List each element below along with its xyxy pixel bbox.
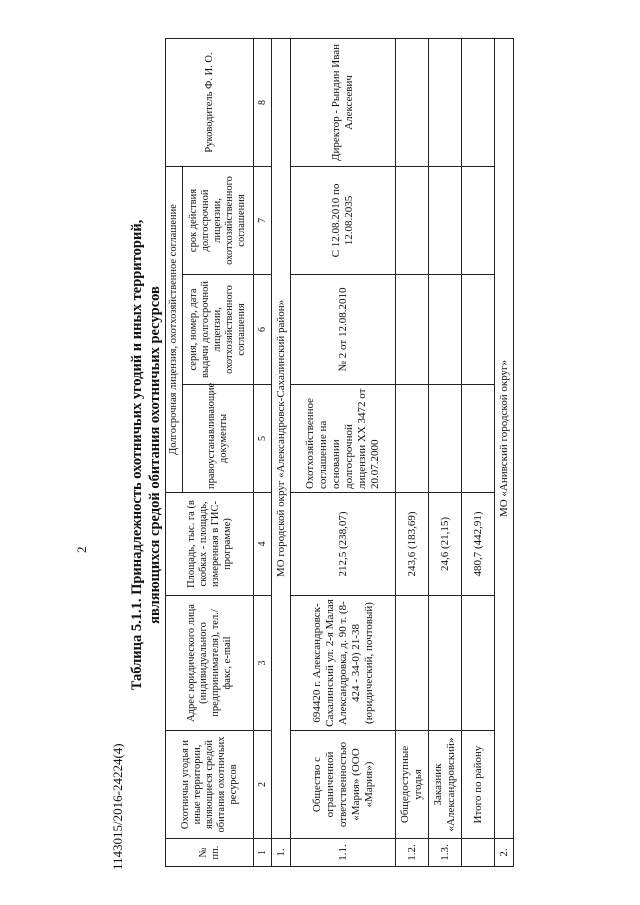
legal-documents: Охотхозяйственное соглашение на основании долгосрочной лицензии ХХ 3472 от 20.07.2000 [291,385,396,493]
area: 212,5 (238,07) [291,493,396,596]
area: 243,6 (183,69) [396,493,429,596]
header-docs: правоустанавливающие документы [183,385,254,493]
section-no: 1. [272,839,291,867]
section-row [495,38,514,866]
area: 24,6 (21,15) [429,493,462,596]
section-name: МО «Анивский городской округ» [495,38,514,838]
territory-name: Общедоступные угодья [396,731,429,839]
header-head: Руководитель Ф. И. О. [166,38,254,166]
section-row [272,38,291,866]
column-number-row [254,38,272,866]
row-no: 1.2. [396,839,429,867]
license-series: № 2 от 12.08.2010 [291,275,396,385]
territory-name: Общество с ограниченной ответственностью «Мария» (ООО «Мария») [291,731,396,839]
table-title-line-1: Таблица 5.1.1. Принадлежность охотничьих угодий и иных территорий, [129,219,145,691]
rotated-page-content [120,25,510,885]
header-territory: Охотничьи угодья и иные территории, являющиеся средой обитания охотничьих ресурсов [166,731,254,839]
col-number: 6 [254,275,272,385]
territory-name: Заказник «Александровский» [429,731,462,839]
col-number: 3 [254,596,272,731]
license-term: С 12.08.2010 по 12.08.2035 [291,166,396,274]
ownership-table [165,38,514,867]
table-title-line-2: являющихся средой обитания охотничьих ресурсов [147,286,163,624]
document-id: 1143015/2016-24224(4) [110,743,125,870]
col-number: 2 [254,731,272,839]
header-area: Площадь, тыс. га (в скобках - площадь, измеренная в ГИС-программе) [166,493,254,596]
table-row [291,38,396,866]
col-number: 1 [254,839,272,867]
header-license-group: Долгосрочная лицензия, охотхозяйственное соглашение [166,166,183,492]
table-row [429,38,462,866]
header-series: серия, номер, дата выдачи долгосрочной лицензии, охотхозяйственного соглашения [183,275,254,385]
total-label: Итого по району [462,731,495,839]
table-row [396,38,429,866]
page-number: 2 [74,546,89,553]
header-row [166,38,183,866]
row-no: 1.3. [429,839,462,867]
header-address: Адрес юридического лица (индивидуального предпринимателя), тел./факс, e-mail [166,596,254,731]
col-number: 4 [254,493,272,596]
col-number: 8 [254,38,272,166]
header-no: № пп. [166,839,254,867]
col-number: 7 [254,166,272,274]
total-area: 480,7 (442,91) [462,493,495,596]
total-row [462,38,495,866]
address: 694420 г. Александровск-Сахалинский ул. 2-я Малая Александровка, д. 90 т. (8-424 - 34-0) 21-38 (юридический, почтовый) [291,596,396,731]
head-name: Директор - Рындин Иван Алексеевич [291,38,396,166]
section-name: МО городской округ «Александровск-Сахалинский район» [272,38,291,838]
section-no: 2. [495,839,514,867]
row-no: 1.1. [291,839,396,867]
header-term: срок действия долгосрочной лицензии, охотхозяйственного соглашения [183,166,254,274]
col-number: 5 [254,385,272,493]
